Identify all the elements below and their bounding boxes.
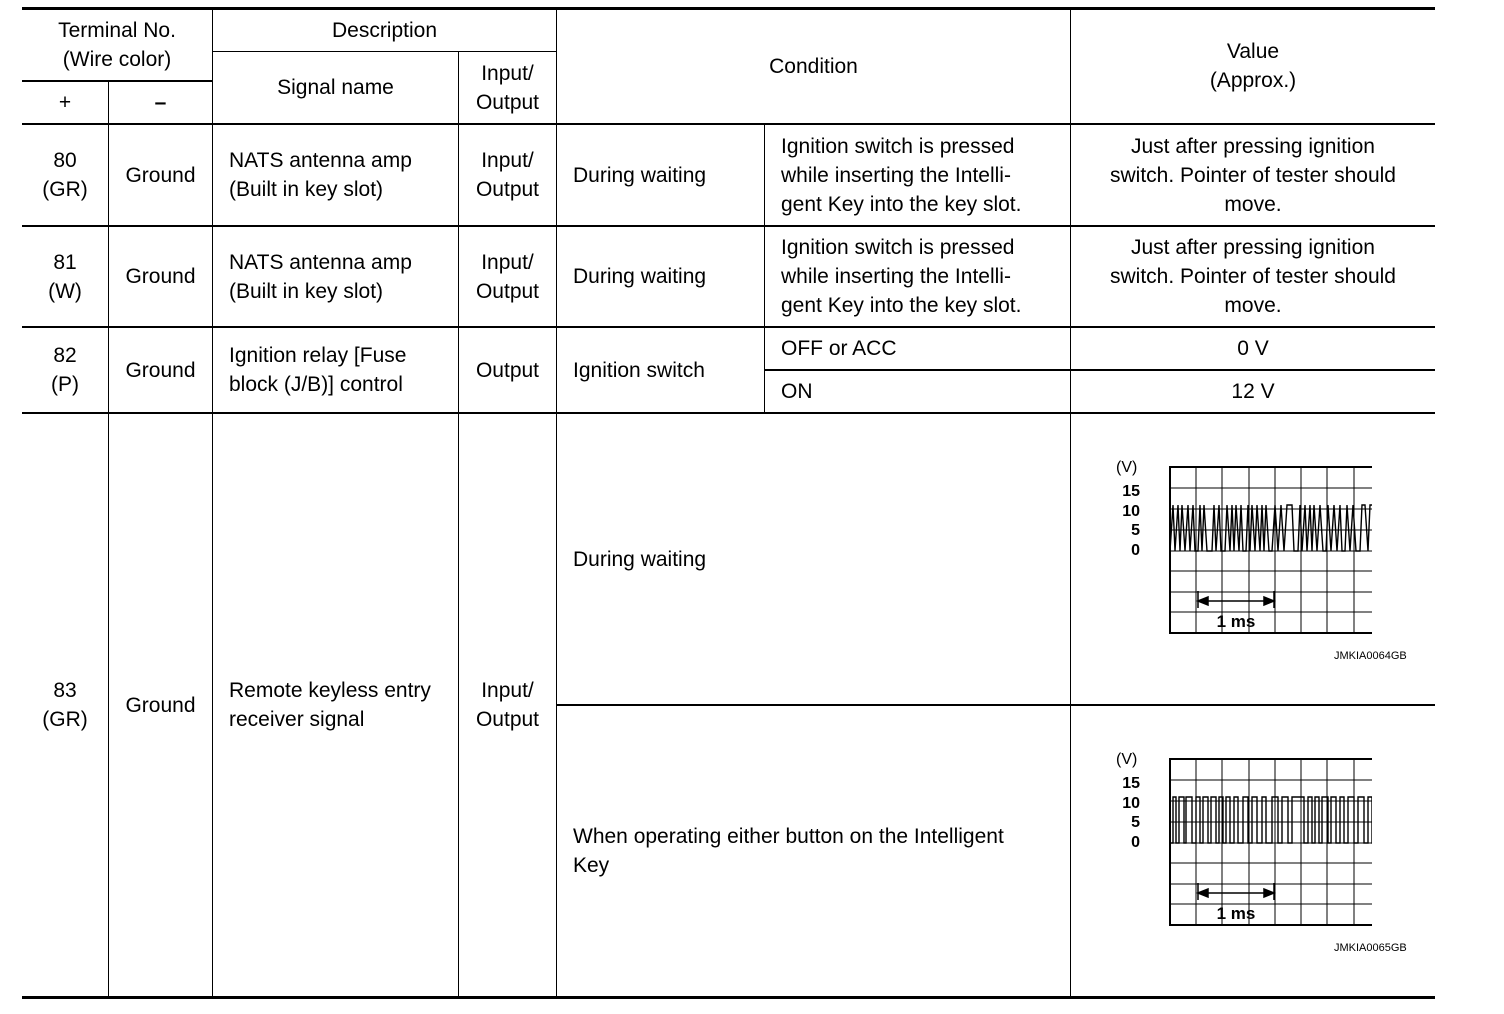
waveform-waiting [1112, 455, 1372, 640]
header-minus: – [154, 91, 167, 114]
value-82-on: 12 V [1231, 380, 1275, 403]
io-81: Input/ Output [475, 250, 540, 303]
figure-id-1: JMKIA0064GB [1334, 650, 1407, 662]
value-80: Just after pressing ignition switch. Pointer of tester should move. [1110, 134, 1396, 216]
signal-trace [1170, 797, 1372, 843]
unit-label: (V) [1116, 459, 1138, 476]
waveform-operating [1112, 747, 1372, 932]
sub-condition-81: Ignition switch is pressed while inserting the Intelli- gent Key into the key slot. [781, 236, 1022, 317]
condition-83-operating: When operating either button on the Intelligent Key [573, 825, 1004, 877]
header-description: Description [331, 18, 438, 42]
header-signal-name: Signal name [277, 76, 394, 99]
terminal-83: 83 (GR) [42, 679, 88, 731]
y-tick: 10 [1122, 503, 1140, 520]
time-scale-marker [1198, 591, 1274, 608]
io-82: Output [475, 358, 540, 382]
signal-83: Remote keyless entry receiver signal [229, 679, 431, 731]
unit-label: (V) [1116, 751, 1138, 768]
y-tick: 15 [1122, 775, 1140, 792]
signal-82: Ignition relay [Fuse block (J/B)] control [229, 344, 407, 396]
figure-id-2: JMKIA0065GB [1334, 942, 1407, 954]
header-value: Value (Approx.) [1209, 40, 1297, 92]
terminal-82: 82 (P) [51, 344, 79, 396]
ground-83: Ground [125, 693, 196, 717]
table-bottom-rule [22, 996, 1435, 999]
sub-condition-82-on: ON [781, 380, 813, 403]
condition-81: During waiting [573, 265, 707, 288]
y-tick: 5 [1131, 814, 1140, 831]
ground-80: Ground [125, 163, 196, 187]
sub-condition-80: Ignition switch is pressed while inserting the Intelli- gent Key into the key slot. [781, 134, 1022, 216]
condition-83-waiting: During waiting [573, 547, 707, 571]
header-condition: Condition [769, 54, 858, 78]
ground-82: Ground [125, 358, 196, 382]
header-plus: + [58, 91, 72, 114]
y-tick: 0 [1131, 834, 1140, 851]
io-80: Input/ Output [475, 149, 540, 201]
io-83: Input/ Output [475, 679, 540, 731]
signal-80: NATS antenna amp (Built in key slot) [229, 149, 412, 201]
y-tick: 0 [1131, 542, 1140, 559]
time-scale-marker [1198, 883, 1274, 900]
condition-82: Ignition switch [573, 358, 705, 382]
terminal-table [22, 0, 1435, 1014]
ground-81: Ground [125, 265, 196, 288]
sub-condition-82-off: OFF or ACC [781, 337, 897, 360]
header-terminal-no: Terminal No. (Wire color) [58, 18, 176, 71]
value-81: Just after pressing ignition switch. Pointer of tester should move. [1110, 236, 1396, 317]
terminal-80: 80 (GR) [42, 149, 88, 201]
signal-81: NATS antenna amp (Built in key slot) [229, 250, 412, 303]
time-scale-label: 1 ms [1216, 904, 1256, 923]
terminal-81: 81 (W) [48, 250, 82, 303]
value-82-off: 0 V [1237, 337, 1269, 360]
time-scale-label: 1 ms [1216, 612, 1256, 631]
y-tick: 5 [1131, 522, 1140, 539]
signal-trace [1170, 505, 1372, 551]
y-tick: 10 [1122, 795, 1140, 812]
header-input-output: Input/ Output [475, 61, 540, 114]
condition-80: During waiting [573, 163, 707, 187]
y-tick: 15 [1122, 483, 1140, 500]
